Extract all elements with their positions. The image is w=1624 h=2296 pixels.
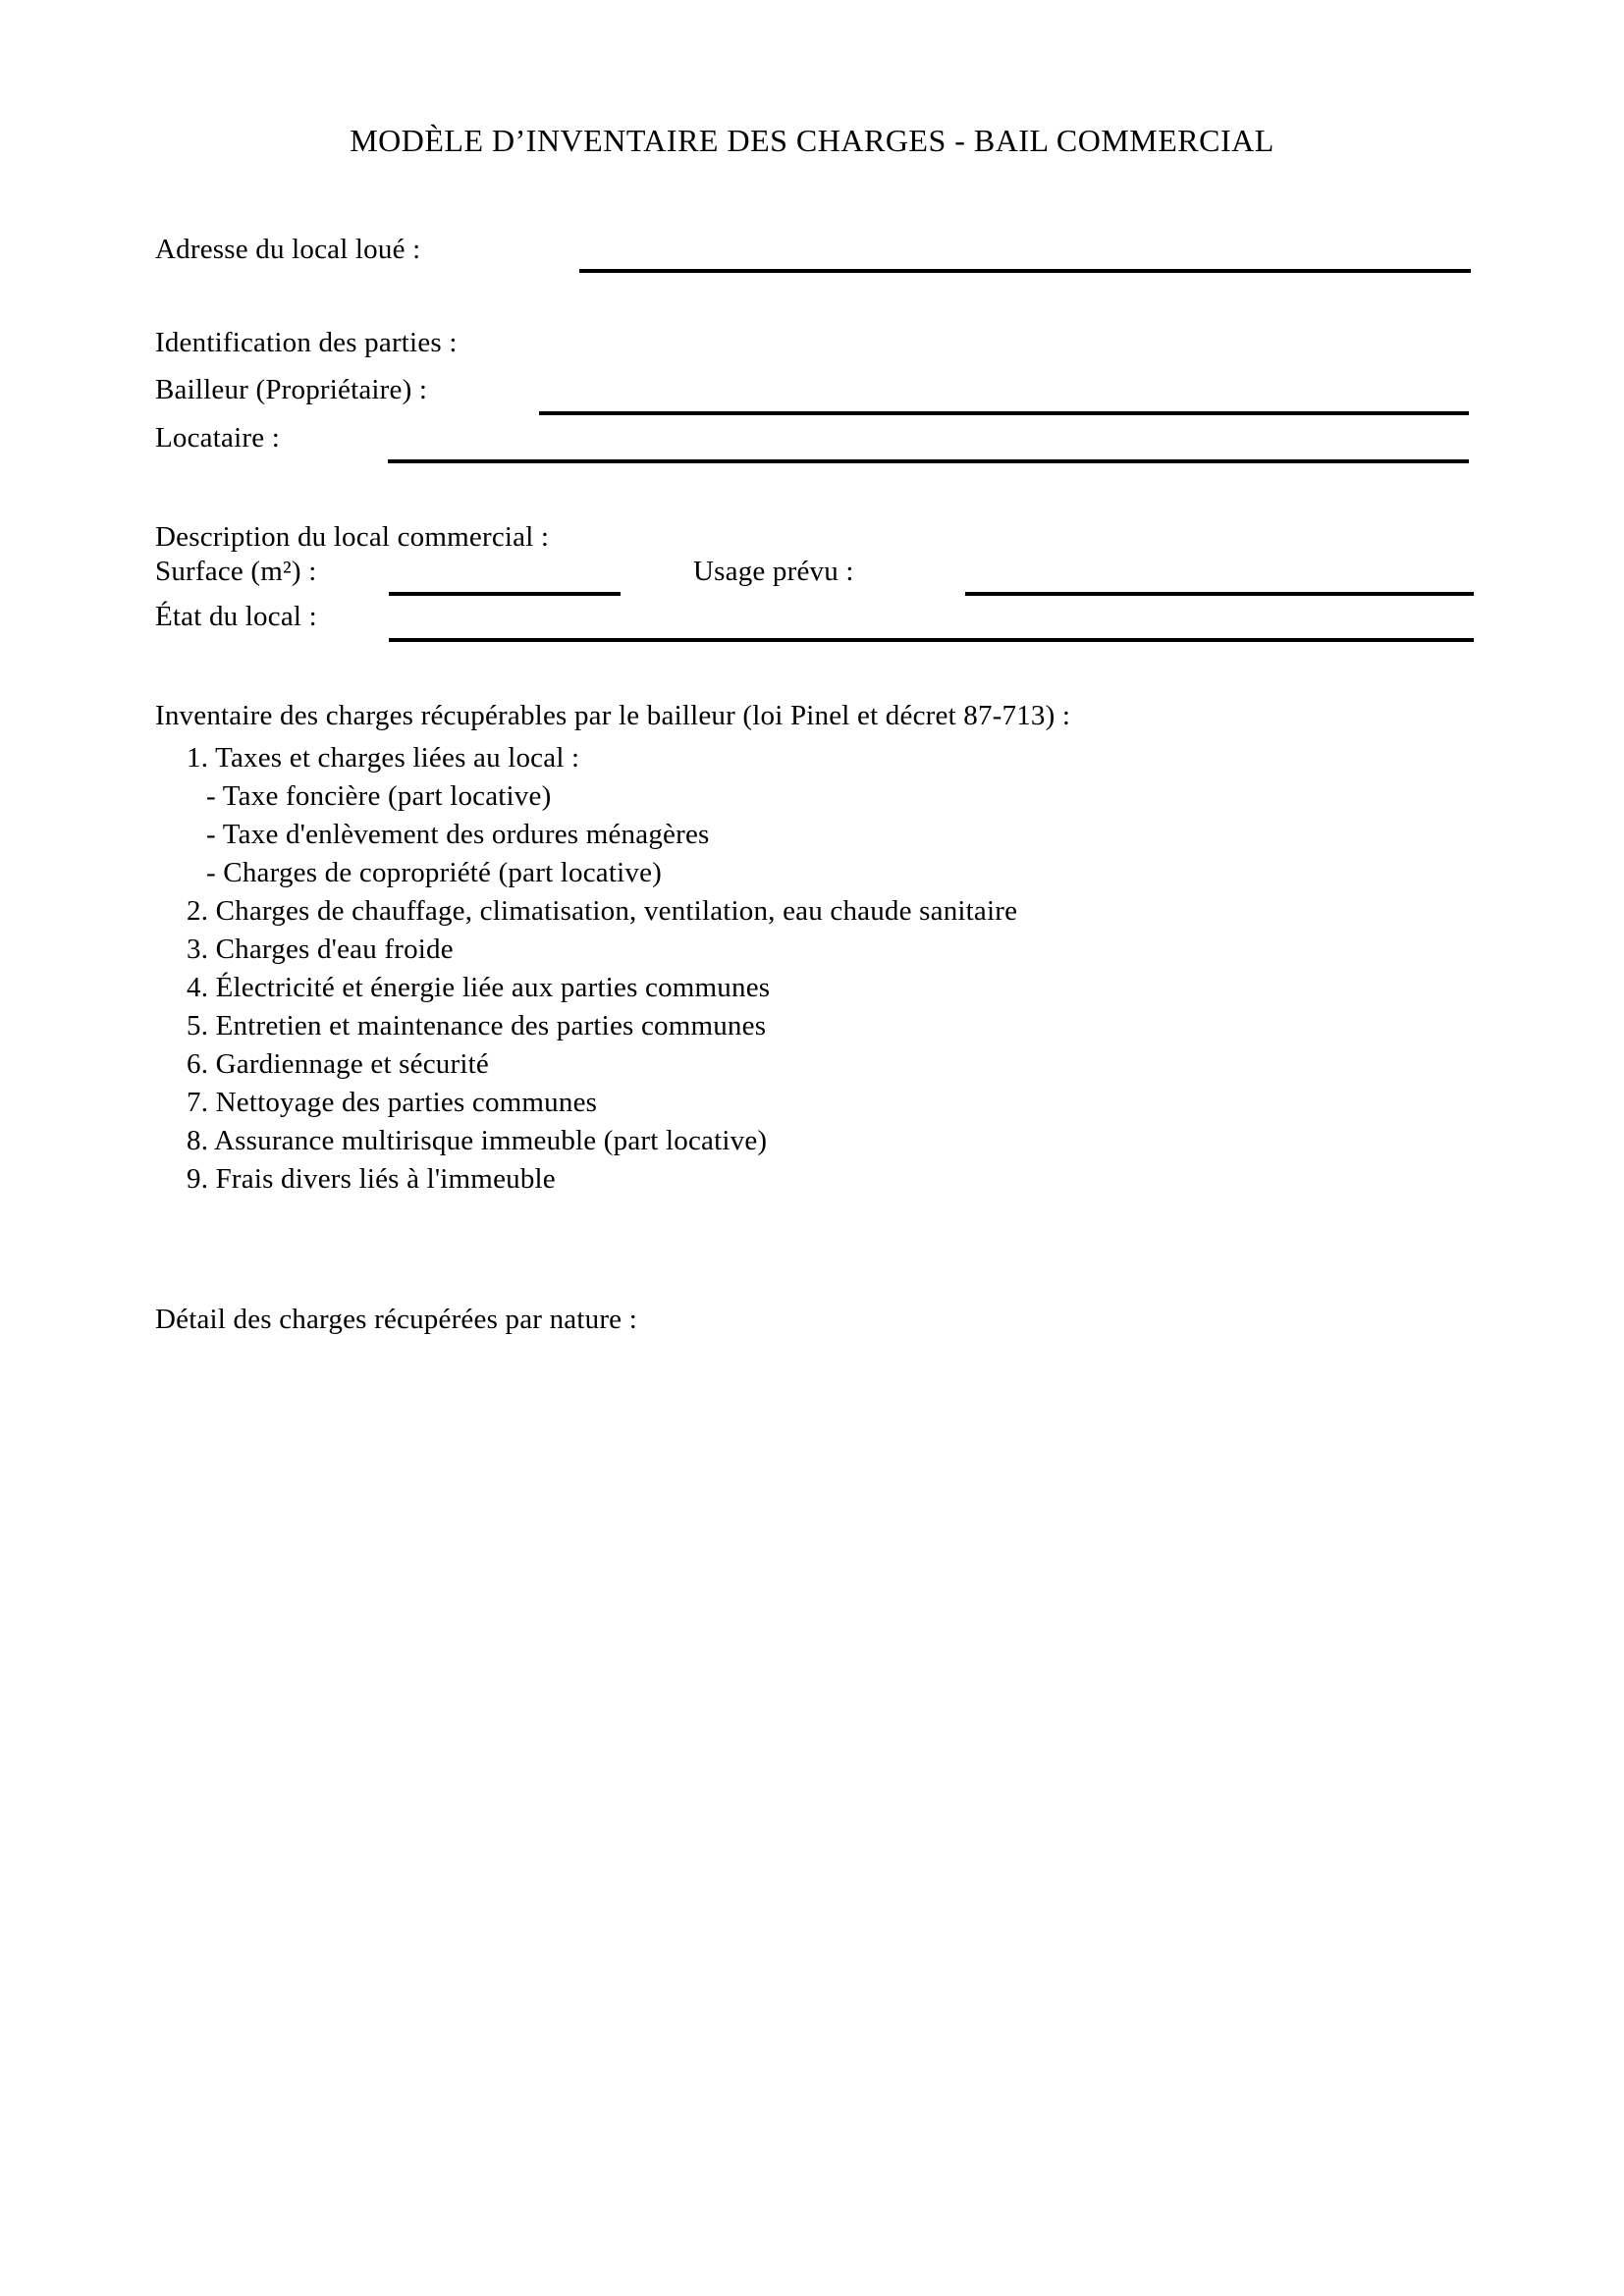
inventory-subitem-1b: - Taxe d'enlèvement des ordures ménagères — [206, 819, 710, 850]
inventory-item-5: 5. Entretien et maintenance des parties communes — [187, 1010, 767, 1041]
inventory-heading: Inventaire des charges récupérables par le bailleur (loi Pinel et décret 87-713) : — [155, 700, 1071, 731]
surface-label: Surface (m²) : — [155, 556, 317, 587]
landlord-label: Bailleur (Propriétaire) : — [155, 374, 428, 405]
inventory-item-9: 9. Frais divers liés à l'immeuble — [187, 1163, 556, 1195]
detail-heading: Détail des charges récupérées par nature : — [155, 1304, 637, 1335]
inventory-item-3: 3. Charges d'eau froide — [187, 934, 454, 965]
landlord-field-line[interactable] — [539, 411, 1469, 415]
parties-heading: Identification des parties : — [155, 327, 458, 358]
inventory-item-2: 2. Charges de chauffage, climatisation, ventilation, eau chaude sanitaire — [187, 895, 1018, 927]
inventory-subitem-1a: - Taxe foncière (part locative) — [206, 780, 552, 812]
tenant-label: Locataire : — [155, 422, 280, 454]
inventory-item-7: 7. Nettoyage des parties communes — [187, 1087, 598, 1118]
surface-field-line[interactable] — [389, 592, 621, 596]
address-field-line[interactable] — [579, 269, 1471, 273]
usage-field-line[interactable] — [965, 592, 1474, 596]
inventory-item-4: 4. Électricité et énergie liée aux parties communes — [187, 972, 771, 1003]
inventory-subitem-1c: - Charges de copropriété (part locative) — [206, 857, 663, 888]
state-field-line[interactable] — [389, 638, 1474, 642]
description-heading: Description du local commercial : — [155, 521, 550, 553]
state-label: État du local : — [155, 601, 317, 632]
inventory-item-1: 1. Taxes et charges liées au local : — [187, 742, 580, 774]
inventory-item-8: 8. Assurance multirisque immeuble (part locative) — [187, 1125, 768, 1156]
tenant-field-line[interactable] — [388, 459, 1469, 463]
page-title: MODÈLE D’INVENTAIRE DES CHARGES - BAIL COMMERCIAL — [350, 123, 1274, 158]
usage-label: Usage prévu : — [693, 556, 854, 587]
address-label: Adresse du local loué : — [155, 234, 421, 265]
inventory-item-6: 6. Gardiennage et sécurité — [187, 1048, 489, 1080]
